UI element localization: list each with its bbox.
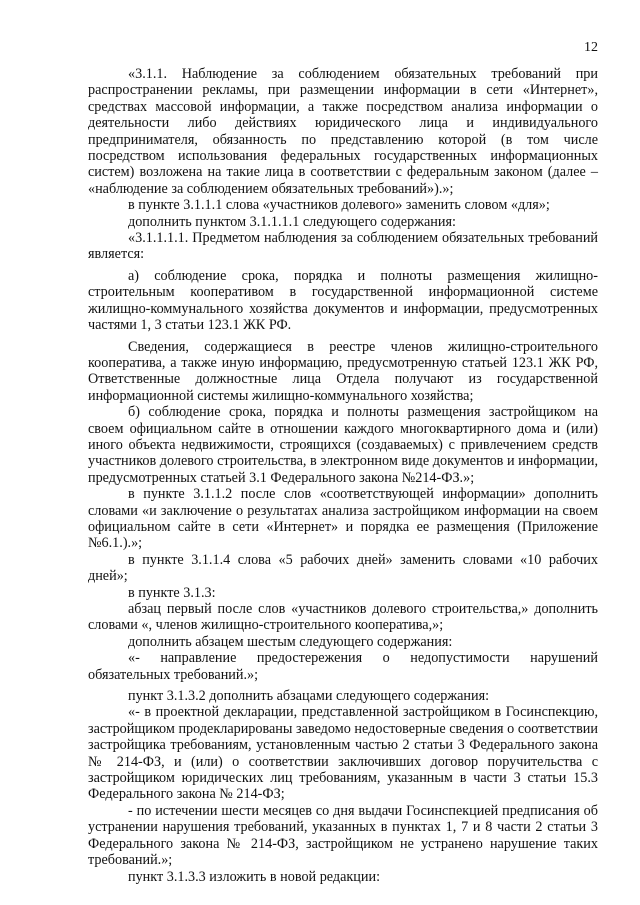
paragraph-add-sixth-abzac: дополнить абзацем шестым следующего содержания: (128, 633, 453, 650)
paragraph-3-1-1-1-1: «3.1.1.1.1. Предметом наблюдения за соблюдением обязательных требований является: (88, 230, 598, 263)
paragraph-add-3-1-1-1-1: дополнить пунктом 3.1.1.1.1 следующего содержания: (128, 213, 456, 230)
paragraph-six-months: - по истечении шести месяцев со дня выдачи Госинспекцией предписания об устранении нарушения требований, указанных в пунктах 1, 7 и 8 части 2 статьи 3 Федерального закона № 214-ФЗ, застройщиком не устранено нарушение таких требований.»; (88, 802, 598, 869)
paragraph-item-a: а) соблюдение срока, порядка и полноты размещения жилищно-строительным кооперативом в государственной информационной системе жилищно-коммунального хозяйства документов и информации, предусмотренных частями 1, 3 статьи 123.1 ЖК РФ. (88, 267, 598, 334)
page-number: 12 (584, 40, 598, 55)
paragraph-registry-info: Сведения, содержащиеся в реестре членов жилищно-строительного кооператива, а также иную информацию, предусмотренную статьей 123.1 ЖК РФ, Ответственные должностные лица Отдела получают из государственной информационной системы жилищно-коммунального хозяйства; (88, 338, 598, 404)
paragraph-item-b: б) соблюдение срока, порядка и полноты размещения застройщиком на своем официальном сайте в отношении каждого многоквартирного дома и (или) иного объекта недвижимости, строящихся (создаваемых) с привлечением средств участников долевого строительства, в электронном виде документов и информации, предусмотренных статьей 3.1 Федерального закона №214-ФЗ.»; (88, 404, 598, 486)
paragraph-amend-3-1-1-2: в пункте 3.1.1.2 после слов «соответствующей информации» дополнить словами «и заключение о результатах анализа застройщиком информации на своем официальном сайте в сети «Интернет» и порядка ее размещения (Приложение №6.1.).»; (88, 486, 598, 552)
paragraph-declaration: «- в проектной декларации, представленной застройщиком в Госинспекцию, застройщиком продекларированы заведомо недостоверные сведения о соответствии застройщика требованиям, установленным частью 2 статьи 3 Федерального закона № 214-ФЗ, и (или) о соответствии заключивших договор поручительства с застройщиком юридических лиц требованиям, указанным в части 3 статьи 15.3 Федерального закона № 214-ФЗ; (88, 704, 598, 803)
paragraph-in-3-1-3: в пункте 3.1.3: (128, 584, 216, 601)
paragraph-amend-3-1-3-2: пункт 3.1.3.2 дополнить абзацами следующего содержания: (128, 688, 490, 705)
paragraph-amend-3-1-1-1: в пункте 3.1.1.1 слова «участников долевого» заменить словом «для»; (128, 197, 550, 214)
paragraph-first-abzac: абзац первый после слов «участников долевого строительства,» дополнить словами «, членов жилищно-строительного кооператива,»; (88, 601, 598, 634)
document-body (88, 66, 598, 885)
paragraph-amend-3-1-1-4: в пункте 3.1.1.4 слова «5 рабочих дней» заменить словами «10 рабочих дней»; (88, 551, 598, 585)
paragraph-warning: «- направление предостережения о недопустимости нарушений обязательных требований.»; (88, 650, 598, 683)
paragraph-3-1-1: «3.1.1. Наблюдение за соблюдением обязательных требований при распространении рекламы, при размещении информации в сети «Интернет», средствах массовой информации, а также посредством анализа информации о деятельности либо действиях юридического лица и индивидуального предпринимателя, обязанность по представлению которой (в том числе посредством использования федеральных государственных информационных систем) возложена на такие лица в соответствии с федеральным законом (далее – «наблюдение за соблюдением обязательных требований»).»; (88, 66, 598, 197)
paragraph-amend-3-1-3-3: пункт 3.1.3.3 изложить в новой редакции: (128, 868, 381, 885)
